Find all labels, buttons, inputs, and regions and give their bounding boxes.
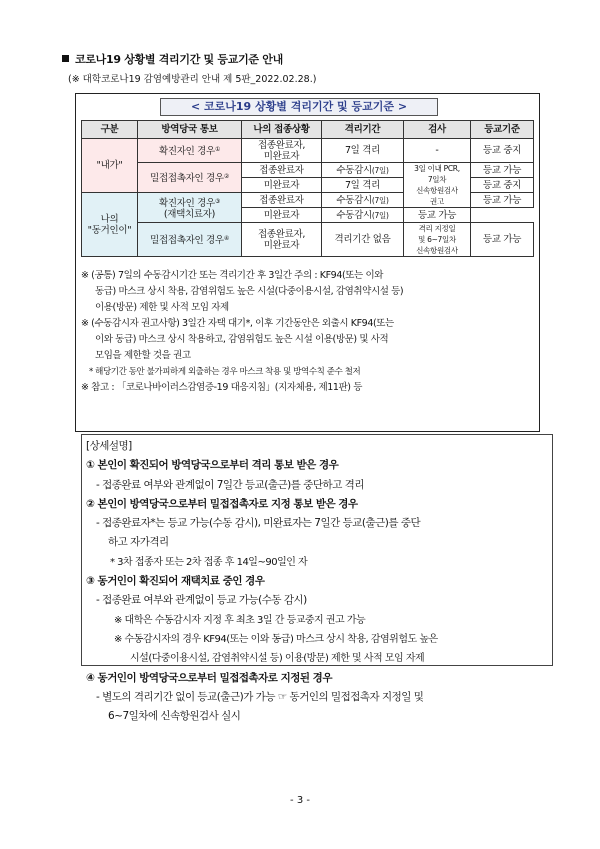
detail-item: 하고 자가격리 <box>108 536 169 549</box>
detail-heading-2: ② 본인이 방역당국으로부터 밀접접촉자로 지정 통보 받은 경우 <box>86 497 358 510</box>
note-passive-line: 이와 동급) 마스크 상시 착용하고, 감염위험도 높은 시설 이용(방문) 및 사적 <box>95 334 389 345</box>
detail-item: ※ 대학은 수동감시자 지정 후 최초 3일 간 등교중지 권고 가능 <box>114 614 366 626</box>
section-title-text: 코로나19 상황별 격리기간 및 등교기준 안내 <box>75 53 283 66</box>
school-cell: 등교 가능 <box>404 208 471 223</box>
status-cell: 미완료자 <box>242 208 322 223</box>
detail-item: - 접종완료 여부와 관계없이 등교 가능(수동 감시) <box>96 594 307 607</box>
period-cell: 수동감시(7일) <box>322 208 404 223</box>
section-title <box>62 51 283 67</box>
detail-item: 시설(다중이용시설, 감염취약시설 등) 이용(방문) 제한 및 사적 모임 자제 <box>130 653 425 665</box>
quarantine-table <box>81 120 534 257</box>
note-passive-monitoring: ※ (수동감시자 권고사항) 3일간 자택 대기*, 이후 기간동안은 외출시 KF94(또는 <box>81 318 394 329</box>
note-common: ※ (공통) 7일의 수동감시기간 또는 격리기간 후 3일간 주의 : KF94(또는 이와 <box>81 270 383 281</box>
page-number: - 3 - <box>290 795 310 806</box>
square-bullet-icon <box>62 55 69 62</box>
notice-cell: 확진자인 경우③ (재택치료자) <box>138 193 242 223</box>
notice-cell: 확진자인 경우① <box>138 139 242 163</box>
table-row <box>82 223 534 257</box>
note-passive-line: 모임을 제한할 것을 권고 <box>95 350 191 361</box>
table-row <box>82 139 534 163</box>
school-cell: 등교 가능 <box>471 163 534 178</box>
detail-item: 6~7일차에 신속항원검사 실시 <box>108 710 241 723</box>
col-header-period: 격리기간 <box>322 121 404 139</box>
notice-cell: 밀접접촉자인 경우④ <box>138 223 242 257</box>
school-cell: 등교 가능 <box>471 223 534 257</box>
notice-cell: 밀접접촉자인 경우② <box>138 163 242 193</box>
table-header-row <box>82 121 534 139</box>
col-header-test: 검사 <box>404 121 471 139</box>
col-header-vaccination: 나의 접종상황 <box>242 121 322 139</box>
table-banner: < 코로나19 상황별 격리기간 및 등교기준 > <box>160 98 438 116</box>
col-header-notice: 방역당국 통보 <box>138 121 242 139</box>
notes-block <box>81 268 533 396</box>
detail-item: - 접종완료자*는 등교 가능(수동 감시), 미완료자는 7일간 등교(출근)를 중단 <box>96 517 421 530</box>
detail-heading-3: ③ 동거인이 확진되어 재택치료 중인 경우 <box>86 575 265 588</box>
status-cell: 접종완료자, 미완료자 <box>242 223 322 257</box>
note-common-line: 이용(방문) 제한 및 사적 모임 자제 <box>95 302 229 313</box>
detail-item: * 3차 접종자 또는 2차 접종 후 14일~90일인 자 <box>110 556 308 568</box>
period-cell: 7일 격리 <box>322 178 404 193</box>
col-header-category: 구분 <box>82 121 138 139</box>
detail-heading-4: ④ 동거인이 방역당국으로부터 밀접접촉자로 지정된 경우 <box>86 671 332 684</box>
status-cell: 접종완료자 <box>242 193 322 208</box>
group-self: "내가" <box>82 139 138 193</box>
school-cell: 등교 중지 <box>471 178 534 193</box>
detail-title: [상세설명] <box>86 440 132 452</box>
note-reference: ※ 참고 : 「코로나바이러스감염증-19 대응지침」(지자체용, 제11판) 등 <box>81 382 362 393</box>
detail-text <box>86 437 546 726</box>
detail-item: - 접종완료 여부와 관계없이 7일간 등교(출근)를 중단하고 격리 <box>96 478 364 491</box>
school-cell: 등교 가능 <box>471 193 534 208</box>
status-cell: 접종완료자, 미완료자 <box>242 139 322 163</box>
status-cell: 미완료자 <box>242 178 322 193</box>
test-cell: - <box>404 139 471 163</box>
test-cell: 격리 지정일 및 6~7일차 신속항원검사 <box>404 223 471 257</box>
detail-item: - 별도의 격리기간 없이 등교(출근)가 가능 ☞ 동거인의 밀접접촉자 지정일 및 <box>96 690 424 703</box>
school-cell: 등교 중지 <box>471 139 534 163</box>
detail-item: ※ 수동감시자의 경우 KF94(또는 이와 동급) 마스크 상시 착용, 감염위험도 높은 <box>114 633 438 645</box>
test-cell: 3일 이내 PCR, 7일차 신속항원검사 권고 <box>404 163 471 208</box>
period-cell: 수동감시(7일) <box>322 193 404 208</box>
group-housemate: 나의 "동거인이" <box>82 193 138 257</box>
status-cell: 접종완료자 <box>242 163 322 178</box>
note-common-line: 동급) 마스크 상시 착용, 감염위험도 높은 시설(다중이용시설, 감염취약시설 등) <box>95 286 404 297</box>
period-cell: 격리기간 없음 <box>322 223 404 257</box>
detail-heading-1: ① 본인이 확진되어 방역당국으로부터 격리 통보 받은 경우 <box>86 459 339 472</box>
note-passive-sub: * 해당기간 동안 불가피하게 외출하는 경우 마스크 착용 및 방역수칙 준수 철저 <box>89 367 361 377</box>
period-cell: 수동감시(7일) <box>322 163 404 178</box>
period-cell: 7일 격리 <box>322 139 404 163</box>
table-row <box>82 163 534 178</box>
col-header-school: 등교기준 <box>471 121 534 139</box>
source-note: (※ 대학코로나19 감염예방관리 안내 제 5판_2022.02.28.) <box>68 74 317 85</box>
